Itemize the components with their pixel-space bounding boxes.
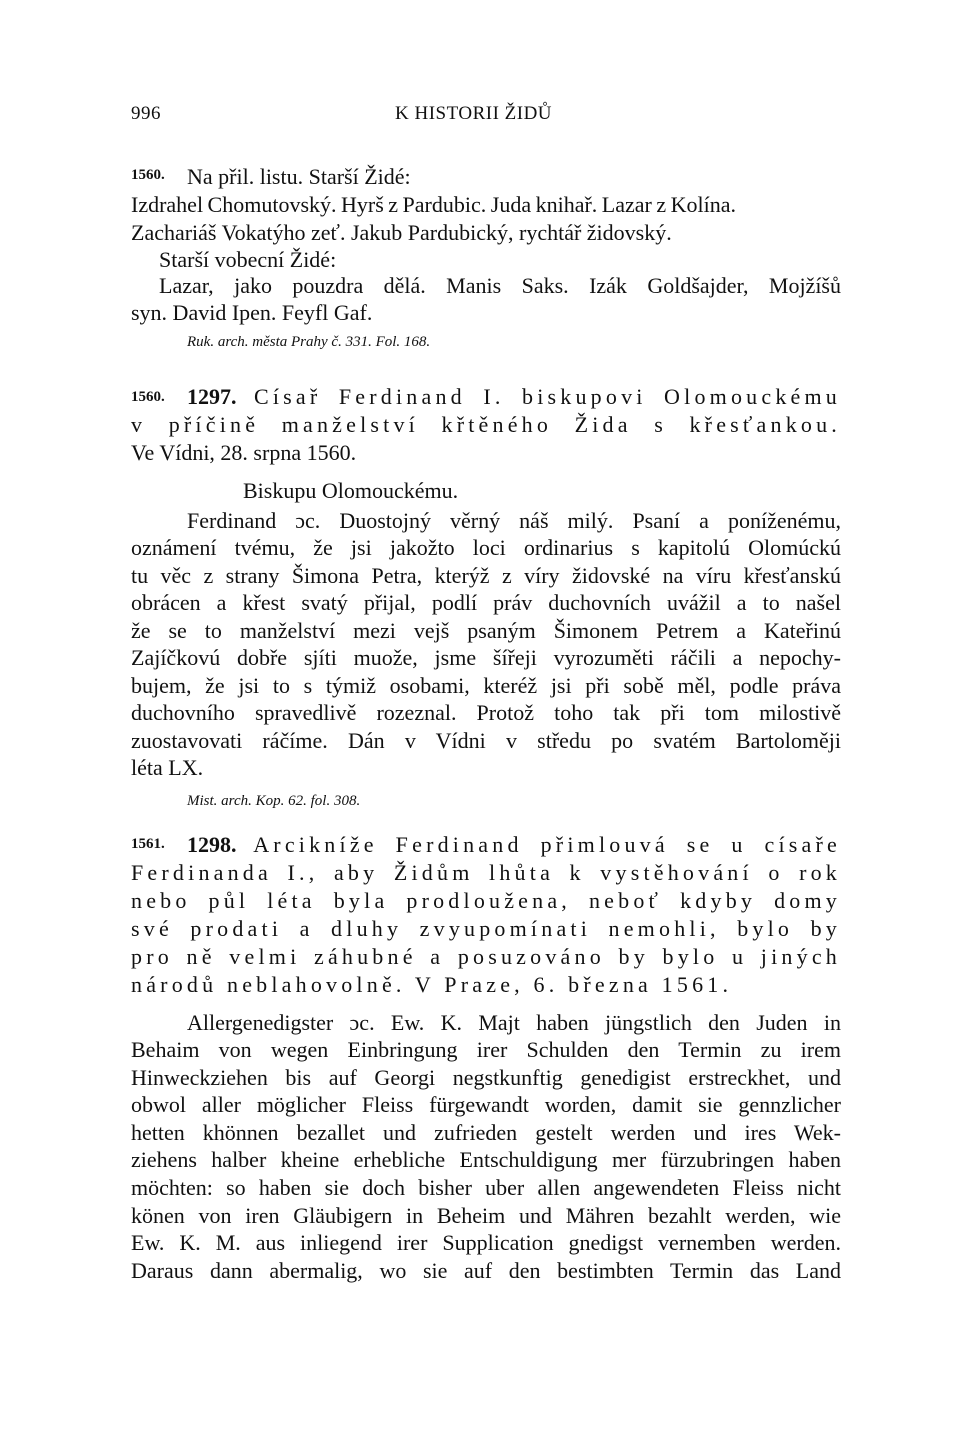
- document-heading-line: v příčině manželství křtěného Žida s křesťankou.: [131, 412, 841, 437]
- text-line: léta LX.: [131, 755, 204, 780]
- text-line: Hinweckziehen bis auf Georgi negstkunftig genedigist erstreckhet, und: [131, 1065, 841, 1090]
- document-heading-line-1: [187, 832, 841, 858]
- document-dateline: národů neblahovolně. V Praze, 6. března 1561.: [131, 972, 733, 997]
- text-line: zuostavovati ráčíme. Dán v Vídni v středu po svatém Bartoloměji: [131, 728, 841, 753]
- heading-text: Arcikníže Ferdinand přimlouvá se u císaře: [253, 832, 841, 857]
- document-heading-line: nebo půl léta byla prodloužena, neboť kdyby domy: [131, 888, 841, 913]
- text-line: oznámení tvému, že jsi jakožto loci ordinarius s kapitolú Olomúckú: [131, 535, 841, 560]
- text-line: Zajíčkovú dobře sjíti muože, jsme šířeji vyrozuměti ráčili a nepochy-: [131, 645, 841, 670]
- text-line: hetten khönnen bezallet und zufrieden gestelt werden und ires Wek-: [131, 1120, 841, 1145]
- text-line: obrácen a křest svatý přijal, podlí práv duchovních uvážil a to našel: [131, 590, 841, 615]
- text-line: Zachariáš Vokatýho zeť. Jakub Pardubický, rychtář židovský.: [131, 220, 672, 245]
- document-heading-line: Ferdinanda I., aby Židům lhůta k vystěhování o rok: [131, 860, 841, 885]
- text-line: obwol aller möglicher Fleiss fürgewandt worden, damit sie gennzlicher: [131, 1092, 841, 1117]
- text-line: könen von iren Gläubigern in Beheim und Mähren bezahlt werden, wie: [131, 1203, 841, 1228]
- text-line: Na přil. listu. Starší Židé:: [187, 164, 411, 189]
- margin-year: 1560.: [131, 389, 165, 405]
- text-line: Izdrahel Chomutovský. Hyrš z Pardubic. Juda knihař. Lazar z Kolína.: [131, 192, 736, 217]
- page-number: 996: [131, 103, 161, 124]
- text-line: Ferdinand ɔc. Duostojný věrný náš milý. Psaní a poníženému,: [187, 508, 841, 533]
- text-line: duchovního spravedlivě rozeznal. Protož toho tak při tom milostivě: [131, 700, 841, 725]
- heading-text: Císař Ferdinand I. biskupovi Olomouckému: [253, 384, 842, 409]
- document-heading-line: pro ně velmi záhubné a posuzováno by bylo u jiných: [131, 944, 841, 969]
- document-dateline: Ve Vídni, 28. srpna 1560.: [131, 440, 357, 465]
- text-line: möchten: so haben sie doch bisher uber allen angewendeten Fleiss nicht: [131, 1175, 841, 1200]
- text-line: Starší vobecní Židé:: [159, 247, 337, 272]
- text-line: ziehens halber kheine erhebliche Entschuldigung mer fürzubringen haben: [131, 1147, 841, 1172]
- margin-year: 1561.: [131, 836, 165, 852]
- text-line: Lazar, jako pouzdra dělá. Manis Saks. Izák Goldšajder, Mojžíšů: [159, 273, 841, 298]
- source-citation: Mist. arch. Kop. 62. fol. 308.: [187, 793, 361, 809]
- document-heading-line-1: [187, 384, 841, 410]
- text-line: bujem, že jsi to s týmiž osobami, kteréž jsi při sobě měl, podle práva: [131, 673, 841, 698]
- text-line: že se to manželství mezi vejš psaným Šimonem Petrem a Kateřinú: [131, 618, 841, 643]
- addressee: Biskupu Olomouckému.: [243, 478, 459, 503]
- text-line: Allergenedigster ɔc. Ew. K. Majt haben jüngstlich den Juden in: [187, 1010, 841, 1035]
- document-number: 1298.: [187, 832, 237, 857]
- running-head: K HISTORII ŽIDŮ: [395, 103, 553, 124]
- text-line: syn. David Ipen. Feyfl Gaf.: [131, 300, 373, 325]
- margin-year: 1560.: [131, 167, 165, 183]
- text-line: Ew. K. M. aus inliegend irer Supplication gnedigst vernemben werden.: [131, 1230, 841, 1255]
- text-line: Behaim von wegen Einbringung irer Schulden den Termin zu irem: [131, 1037, 841, 1062]
- source-citation: Ruk. arch. města Prahy č. 331. Fol. 168.: [187, 334, 431, 350]
- document-heading-line: své prodati a dluhy zvyupomínati nemohli, bylo by: [131, 916, 841, 941]
- text-line: tu věc z strany Šimona Petra, kterýž z víry židovské na víru křesťanskú: [131, 563, 841, 588]
- text-line: Daraus dann abermalig, wo sie auf den bestimbten Termin das Land: [131, 1258, 841, 1283]
- document-number: 1297.: [187, 384, 237, 409]
